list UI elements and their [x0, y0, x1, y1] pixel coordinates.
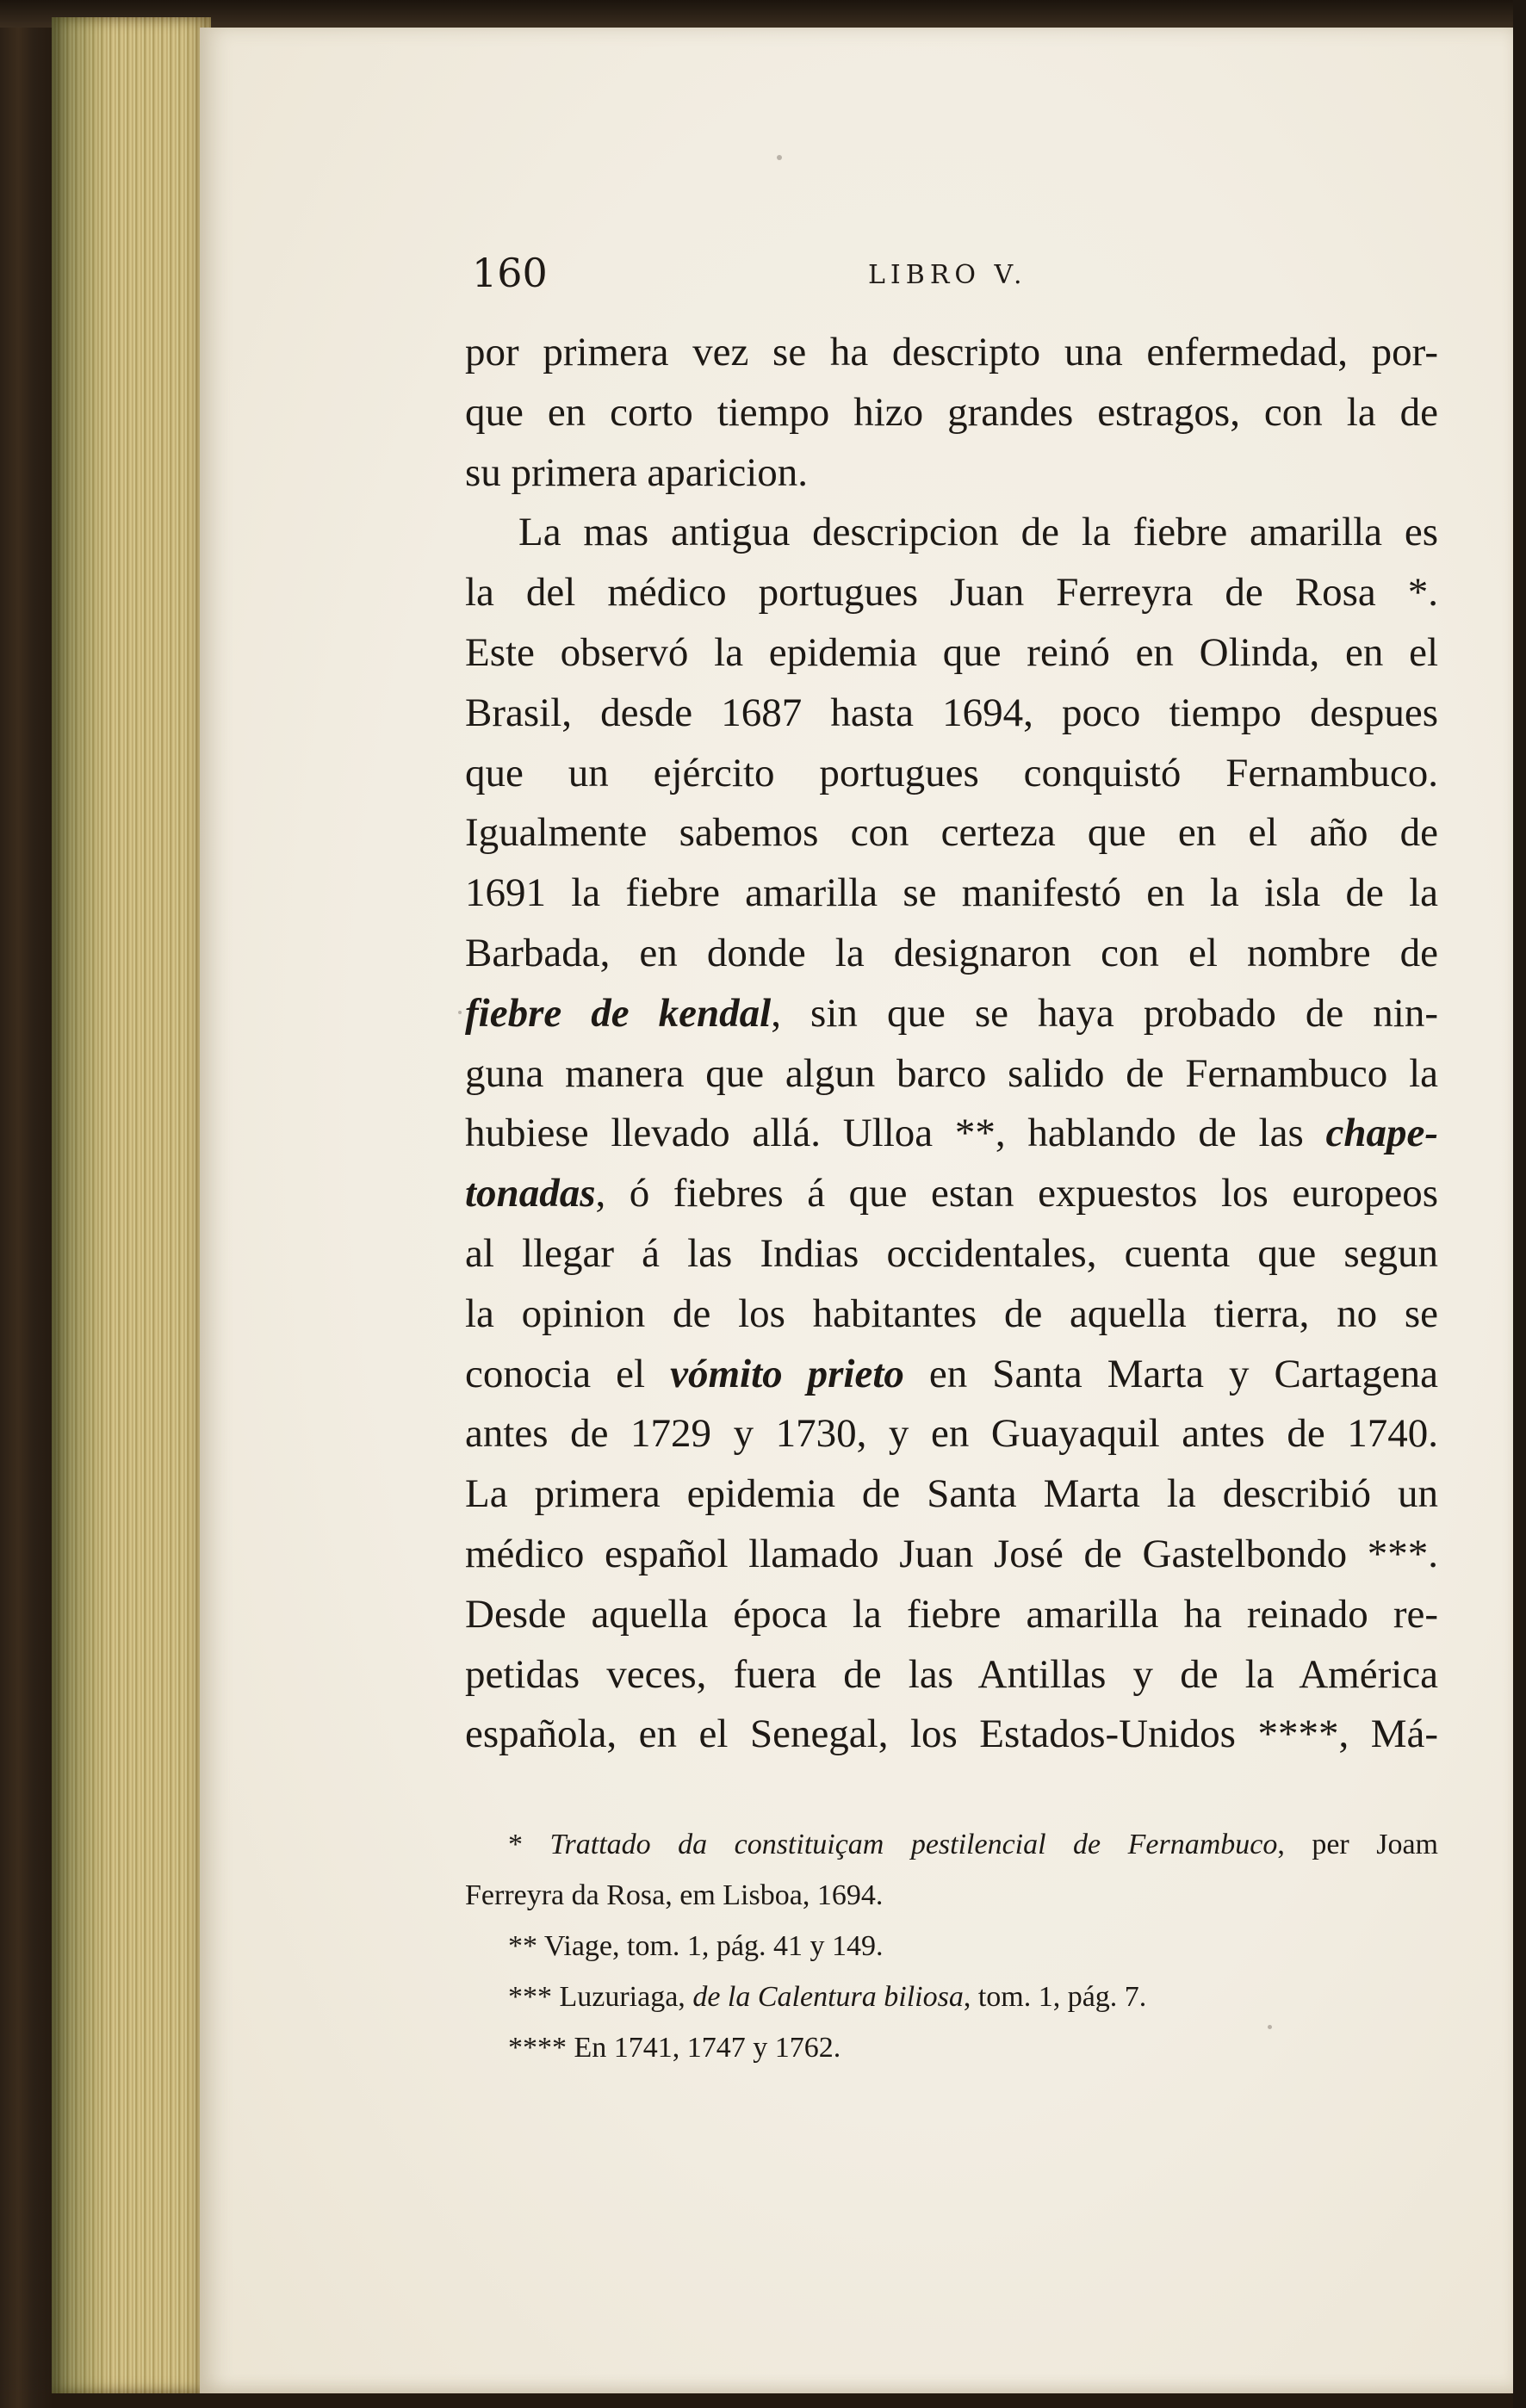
text-line: Este observó la epidemia que reinó en Olinda, en el — [465, 629, 1438, 675]
footnote-1-continued: Ferreyra da Rosa, em Lisboa, 1694. — [465, 1879, 884, 1911]
footnote-3 — [465, 1972, 1438, 2022]
footnote-1 — [465, 1819, 1438, 1870]
paper-speck — [458, 1011, 462, 1014]
text-segment: en Santa Marta y Cartagena — [903, 1351, 1438, 1396]
text-line: Barbada, en donde la designaron con el nombre de — [465, 930, 1438, 975]
footnote-segment: *** Luzuriaga, — [508, 1981, 693, 2013]
page-header — [472, 250, 1445, 301]
running-head: LIBRO V. — [868, 260, 1027, 290]
text-segment: conocia el — [465, 1351, 671, 1396]
text-line: Desde aquella época la fiebre amarilla ha reinado re- — [465, 1591, 1438, 1637]
text-line: 1691 la fiebre amarilla se manifestó en la isla de la — [465, 870, 1438, 916]
scan-right-edge — [1513, 0, 1526, 2408]
text-line: La mas antigua descripcion de la fiebre amarilla es — [518, 510, 1438, 555]
text-line: que un ejército portugues conquistó Fernambuco. — [465, 750, 1438, 795]
italic-term: vómito prieto — [670, 1351, 904, 1396]
text-line — [465, 1345, 1438, 1405]
text-segment: , ó fiebres á que estan expuestos los europeos — [595, 1171, 1438, 1216]
text-line: Brasil, desde 1687 hasta 1694, poco tiempo despues — [465, 690, 1438, 735]
text-line: guna manera que algun barco salido de Fernambuco la — [465, 1050, 1438, 1096]
footnotes — [465, 1819, 1438, 2073]
page-number: 160 — [472, 250, 548, 296]
text-line: por primera vez se ha descripto una enfermedad, por- — [465, 330, 1438, 375]
italic-term: chape- — [1325, 1111, 1438, 1156]
text-line: que en corto tiempo hizo grandes estragos, con la de — [465, 389, 1438, 435]
paper-speck — [777, 155, 782, 160]
italic-term: tonadas — [465, 1171, 596, 1216]
scan-top-edge — [0, 0, 1526, 28]
text-segment: hubiese llevado allá. Ulloa **, hablando de las — [465, 1111, 1326, 1156]
text-line: antes de 1729 y 1730, y en Guayaquil antes de 1740. — [465, 1411, 1438, 1457]
footnote-marker: * — [508, 1829, 550, 1860]
text-line: al llegar á las Indias occidentales, cuenta que segun — [465, 1230, 1438, 1276]
text-line — [465, 1164, 1438, 1224]
text-line: Igualmente sabemos con certeza que en el año de — [465, 810, 1438, 856]
italic-term: fiebre de kendal — [465, 990, 772, 1036]
footnote-4: **** En 1741, 1747 y 1762. — [508, 2032, 841, 2064]
text-line: La primera epidemia de Santa Marta la describió un — [465, 1471, 1438, 1517]
text-line: médico español llamado Juan José de Gastelbondo ***. — [465, 1531, 1438, 1576]
text-line — [465, 984, 1438, 1044]
body-text — [465, 323, 1438, 1765]
text-line: española, en el Senegal, los Estados-Unidos ****, Má- — [465, 1712, 1438, 1757]
footnote-italic: de la Calentura biliosa — [692, 1981, 964, 2013]
footnote-segment: , per Joam — [1277, 1829, 1438, 1860]
footnote-italic: Trattado da constituiçam pestilencial de Fernambuco — [549, 1829, 1278, 1860]
footnote-segment: , tom. 1, pág. 7. — [963, 1981, 1147, 2013]
text-segment: , sin que se haya probado de nin- — [771, 990, 1439, 1036]
page-edge-shadow — [52, 17, 112, 2393]
text-line: su primera aparicion. — [465, 449, 809, 495]
text-line — [465, 1104, 1438, 1164]
text-line: la opinion de los habitantes de aquella tierra, no se — [465, 1291, 1438, 1336]
footnote-2: ** Viage, tom. 1, pág. 41 y 149. — [508, 1930, 884, 1962]
text-line: la del médico portugues Juan Ferreyra de Rosa *. — [465, 570, 1438, 616]
text-line: petidas veces, fuera de las Antillas y de la América — [465, 1651, 1438, 1697]
